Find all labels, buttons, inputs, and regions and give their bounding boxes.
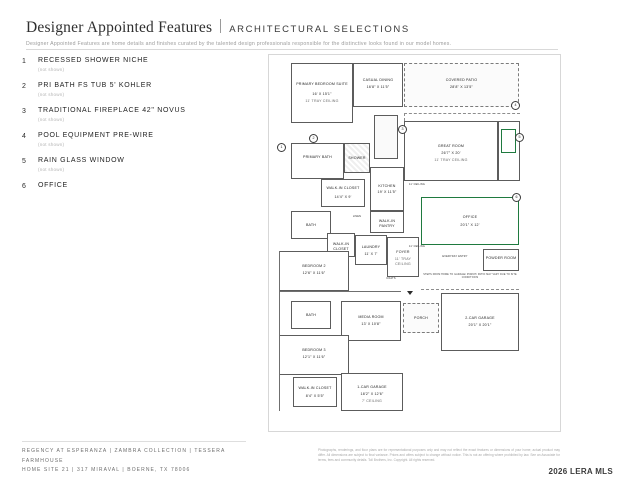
feature-note: (not shown) (38, 141, 65, 147)
room-bath-secondary (291, 301, 331, 329)
room-name: SHOWER (348, 156, 366, 160)
room-name: POWDER ROOM (485, 256, 517, 260)
list-item (22, 57, 222, 72)
feature-note: (not shown) (38, 116, 65, 122)
guide-line (421, 289, 519, 290)
room-name: PRIMARY BEDROOM SUITE (296, 82, 348, 86)
floor-plan-panel (268, 54, 561, 432)
list-item (22, 132, 222, 147)
room-dims: 13' X 10'8" (361, 322, 381, 326)
room-walk-in-pantry (370, 211, 404, 233)
room-dims: 11' X 7' (364, 252, 378, 256)
plan-marker-3[interactable]: 3 (398, 125, 407, 134)
list-item (22, 157, 222, 172)
list-item (22, 107, 222, 122)
feature-number: 5 (22, 157, 26, 165)
list-item (22, 182, 222, 192)
feature-number: 4 (22, 132, 26, 140)
room-walk-in-closet-bed3 (293, 377, 337, 407)
room-name: WALK-IN PANTRY (378, 219, 396, 228)
floor-plan-drawing (269, 55, 560, 431)
feature-label: RECESSED SHOWER NICHE (38, 57, 149, 64)
room-name: FOYER (396, 250, 410, 254)
room-dims: 12'1" X 11'6" (302, 355, 326, 359)
room-name: PORCH (414, 316, 428, 320)
room-dims: 28'8" X 13'5" (450, 85, 473, 89)
room-name: GREAT ROOM (437, 144, 465, 148)
wall-line (279, 251, 280, 411)
room-note: 11' TRAY CEILING (394, 257, 412, 266)
feature-label: TRADITIONAL FIREPLACE 42" NOVUS (38, 107, 186, 115)
room-name: BATH (305, 223, 317, 227)
feature-number: 1 (22, 57, 26, 65)
list-item (22, 82, 222, 97)
room-dims: 8'4" X 5'5" (305, 394, 325, 398)
room-name: 1-CAR GARAGE (357, 385, 387, 389)
footer-community-info (22, 447, 262, 476)
room-name: WALK-IN CLOSET (326, 186, 360, 190)
room-1-car-garage (341, 373, 403, 411)
room-note: 7' CEILING (361, 399, 383, 403)
mls-watermark: 2026 LERA MLS (548, 467, 613, 476)
header-divider (26, 49, 558, 50)
room-laundry (355, 235, 387, 265)
room-name: BEDROOM 3 (302, 348, 326, 352)
plan-marker-6[interactable]: 6 (512, 193, 521, 202)
feature-label: POOL EQUIPMENT PRE-WIRE (38, 132, 154, 140)
feature-number: 2 (22, 82, 26, 90)
footer-divider (22, 441, 246, 442)
room-great-room (404, 121, 498, 181)
feature-label: PRI BATH FS TUB 5' KOHLER (38, 82, 152, 90)
room-dims: 14'4" X 9' (334, 195, 352, 199)
room-kitchen (370, 167, 404, 211)
footer-disclaimer: Photographs, renderings, and floor plans are for representational purposes only and may not reflect the exact features or dimensions of your home; actual product may differ. All dimensions are subject to final variance. Prices and offers subject to change without notice. This is not an offering where prohibited by law. See an Associate for terms, fees and community details. Toll Brothers, Inc. Copyright. All rights reserved. (318, 448, 560, 462)
room-bedroom-2 (279, 251, 349, 291)
label-ceiling-11-b: 11' CEILING (409, 245, 425, 248)
page-title: Designer Appointed Features (26, 19, 213, 36)
features-list (22, 57, 222, 202)
label-ceiling-11-a: 11' CEILING (409, 183, 425, 186)
feature-note: (not shown) (38, 166, 65, 172)
room-porch (403, 303, 439, 333)
room-note: 11' TRAY CEILING (434, 158, 468, 162)
title-divider-icon (220, 19, 221, 33)
plan-marker-5[interactable]: 5 (515, 133, 524, 142)
feature-note: (not shown) (38, 91, 65, 97)
footer-line-1: REGENCY AT ESPERANZA | ZAMBRA COLLECTION | TESSERA FARMHOUSE (22, 448, 226, 464)
room-covered-patio (404, 63, 519, 107)
footer-line-2: HOME SITE 21 | 317 MIRAVAL | BOERNE, TX 78006 (22, 467, 191, 473)
header-description: Designer Appointed Features are home details and finishes curated by the talented design professionals responsible for the distinctive looks found in our model homes. (26, 41, 452, 47)
entry-direction-icon (407, 291, 413, 295)
room-name: LAUNDRY (361, 245, 381, 249)
wall-line (279, 291, 401, 292)
feature-number: 6 (22, 182, 26, 190)
room-note: 11' TRAY CEILING (305, 99, 339, 103)
room-name: WALK-IN CLOSET (332, 242, 350, 251)
room-bath-hall (291, 211, 331, 239)
page-subtitle-heading: ARCHITECTURAL SELECTIONS (229, 24, 410, 35)
room-dims: 26'7" X 20' (441, 151, 461, 155)
plan-marker-2[interactable]: 2 (309, 134, 318, 143)
room-dims: 20'1" X 20'1" (468, 323, 492, 327)
room-name: BEDROOM 2 (302, 264, 326, 268)
room-dims: 16' X 15'1" (312, 92, 332, 96)
document-header (26, 18, 452, 47)
highlight-rain-glass-window (501, 129, 516, 153)
guide-line (404, 113, 405, 121)
room-primary-bath (291, 143, 344, 179)
room-foyer (387, 237, 419, 277)
guide-line (404, 113, 520, 114)
label-everyday-entry: EVERYDAY ENTRY (442, 255, 468, 258)
room-shower (344, 143, 370, 173)
plan-marker-4[interactable]: 4 (511, 101, 520, 110)
room-casual-dining (353, 63, 403, 107)
feature-number: 3 (22, 107, 26, 115)
room-name: OFFICE (462, 215, 478, 219)
room-primary-walk-in-closet (321, 179, 365, 207)
room-name: KITCHEN (378, 184, 396, 188)
feature-note: (not shown) (38, 66, 65, 72)
room-dims: 18'2" X 12'6" (360, 392, 384, 396)
room-name: CASUAL DINING (362, 78, 394, 82)
label-coats: COATS (386, 277, 396, 280)
kitchen-island (374, 115, 398, 159)
room-name: COVERED PATIO (445, 78, 478, 82)
room-2-car-garage (441, 293, 519, 351)
room-media-room (341, 301, 401, 341)
title-row (26, 18, 446, 37)
room-name: MEDIA ROOM (358, 315, 384, 319)
feature-label: RAIN GLASS WINDOW (38, 157, 125, 165)
label-linen: LINEN (352, 215, 362, 218)
room-name: BATH (305, 313, 317, 317)
room-name: PRIMARY BATH (303, 155, 332, 159)
plan-marker-1[interactable]: 1 (277, 143, 286, 152)
room-name: WALK-IN CLOSET (298, 386, 332, 390)
note-steps-site-conditions: STEPS FROM HOME TO GARAGE/ PORCH/ PATIO MAY VARY DUE TO SITE CONDITIONS (423, 273, 517, 280)
feature-label: OFFICE (38, 182, 68, 190)
room-bedroom-3 (279, 335, 349, 375)
room-primary-bedroom-suite (291, 63, 353, 123)
room-dims: 19' X 11'5" (377, 190, 397, 194)
room-dims: 16'8" X 11'5" (366, 85, 390, 89)
room-powder-room (483, 249, 519, 271)
room-name: 2-CAR GARAGE (465, 316, 495, 320)
room-dims: 12'6" X 11'6" (302, 271, 326, 275)
room-dims: 20'1" X 12' (460, 223, 480, 227)
room-office (421, 197, 519, 245)
